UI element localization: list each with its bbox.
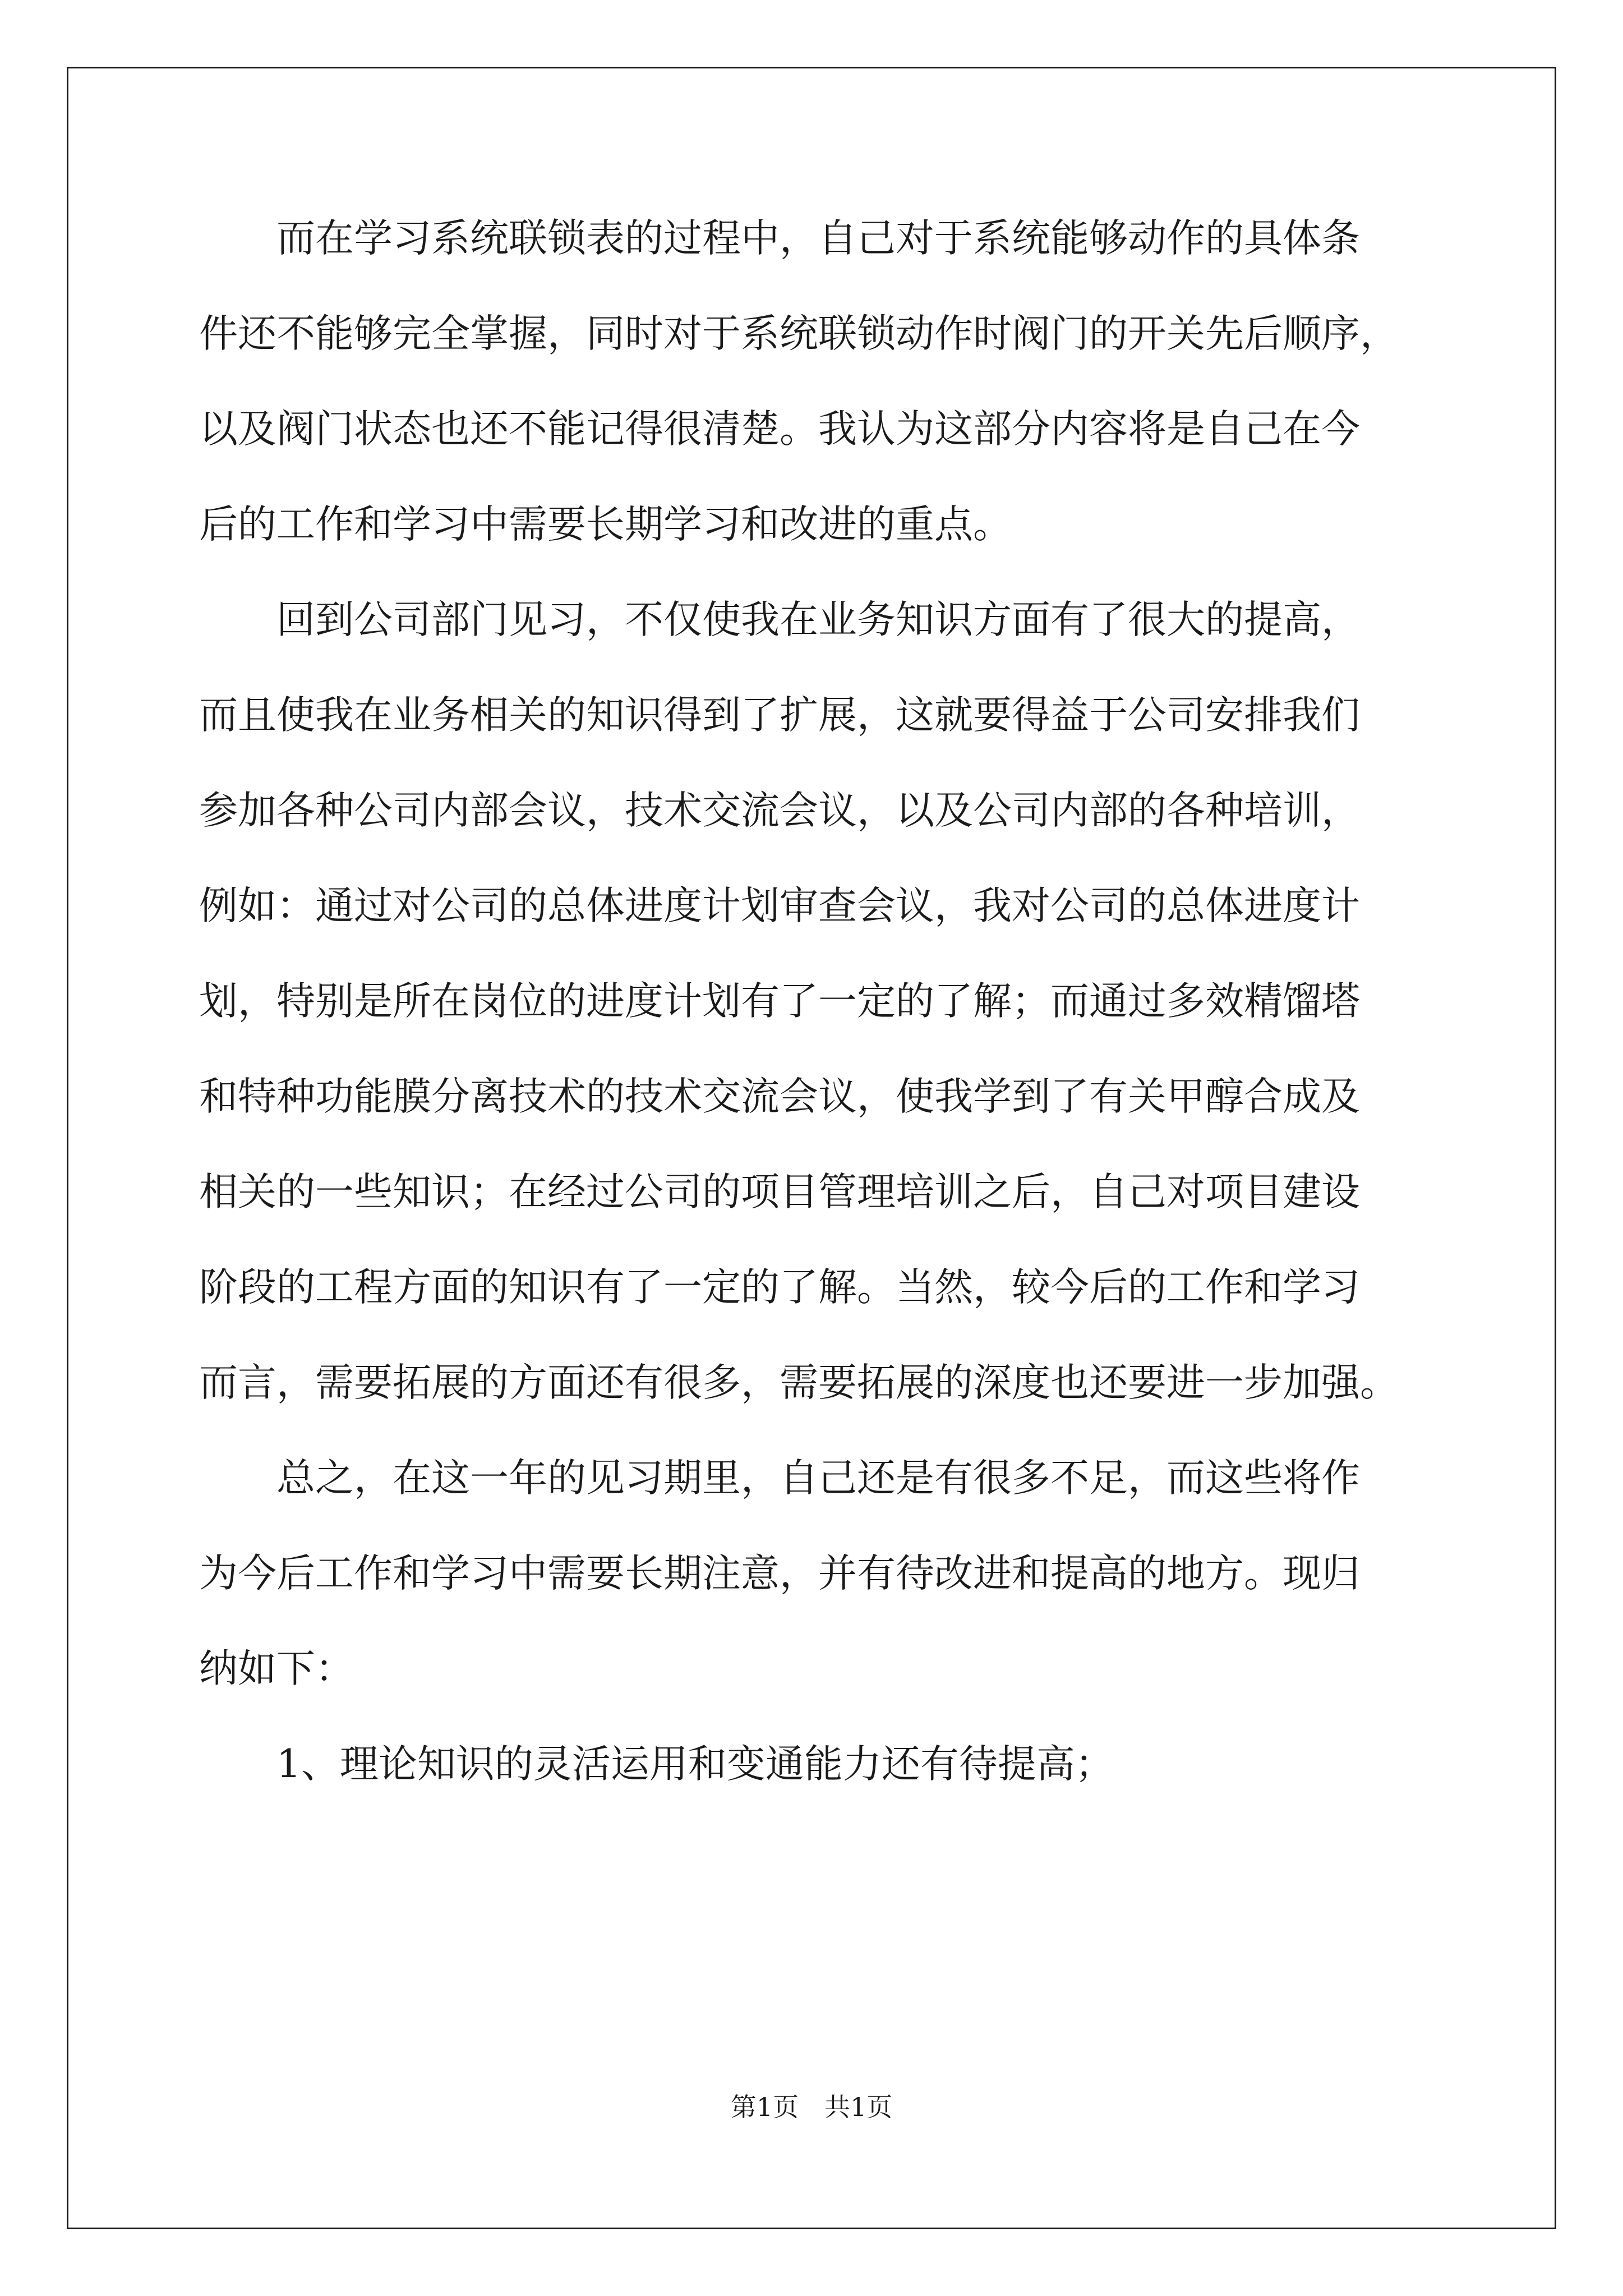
page-footer: 第1页 共1页 xyxy=(730,2092,893,2122)
text-line: 后的工作和学习中需要长期学习和改进的重点。 xyxy=(199,502,1012,547)
text-line: 纳如下： xyxy=(199,1646,354,1691)
text-line: 和特种功能膜分离技术的技术交流会议，使我学到了有关甲醇合成及 xyxy=(199,1074,1360,1119)
text-line: 阶段的工程方面的知识有了一定的了解。当然，较今后的工作和学习 xyxy=(199,1265,1360,1310)
text-line: 而在学习系统联锁表的过程中，自己对于系统能够动作的具体条 xyxy=(199,216,1360,261)
text-line: 1、理论知识的灵活运用和变通能力还有待提高； xyxy=(199,1742,1114,1787)
text-line: 划，特别是所在岗位的进度计划有了一定的了解；而通过多效精馏塔 xyxy=(199,979,1360,1024)
page-border xyxy=(67,67,1556,2229)
text-line: 而且使我在业务相关的知识得到了扩展，这就要得益于公司安排我们 xyxy=(199,693,1360,738)
text-line: 总之，在这一年的见习期里，自己还是有很多不足，而这些将作 xyxy=(199,1456,1360,1501)
text-line: 件还不能够完全掌握，同时对于系统联锁动作时阀门的开关先后顺序， xyxy=(199,311,1399,356)
text-line: 为今后工作和学习中需要长期注意，并有待改进和提高的地方。现归 xyxy=(199,1551,1360,1596)
text-line: 而言，需要拓展的方面还有很多，需要拓展的深度也还要进一步加强。 xyxy=(199,1360,1399,1405)
text-line: 以及阀门状态也还不能记得很清楚。我认为这部分内容将是自己在今 xyxy=(199,407,1360,452)
text-line: 相关的一些知识；在经过公司的项目管理培训之后，自己对项目建设 xyxy=(199,1170,1360,1214)
text-line: 回到公司部门见习，不仅使我在业务知识方面有了很大的提高， xyxy=(199,597,1360,642)
text-line: 参加各种公司内部会议，技术交流会议，以及公司内部的各种培训， xyxy=(199,788,1360,833)
text-line: 例如：通过对公司的总体进度计划审查会议，我对公司的总体进度计 xyxy=(199,884,1360,928)
